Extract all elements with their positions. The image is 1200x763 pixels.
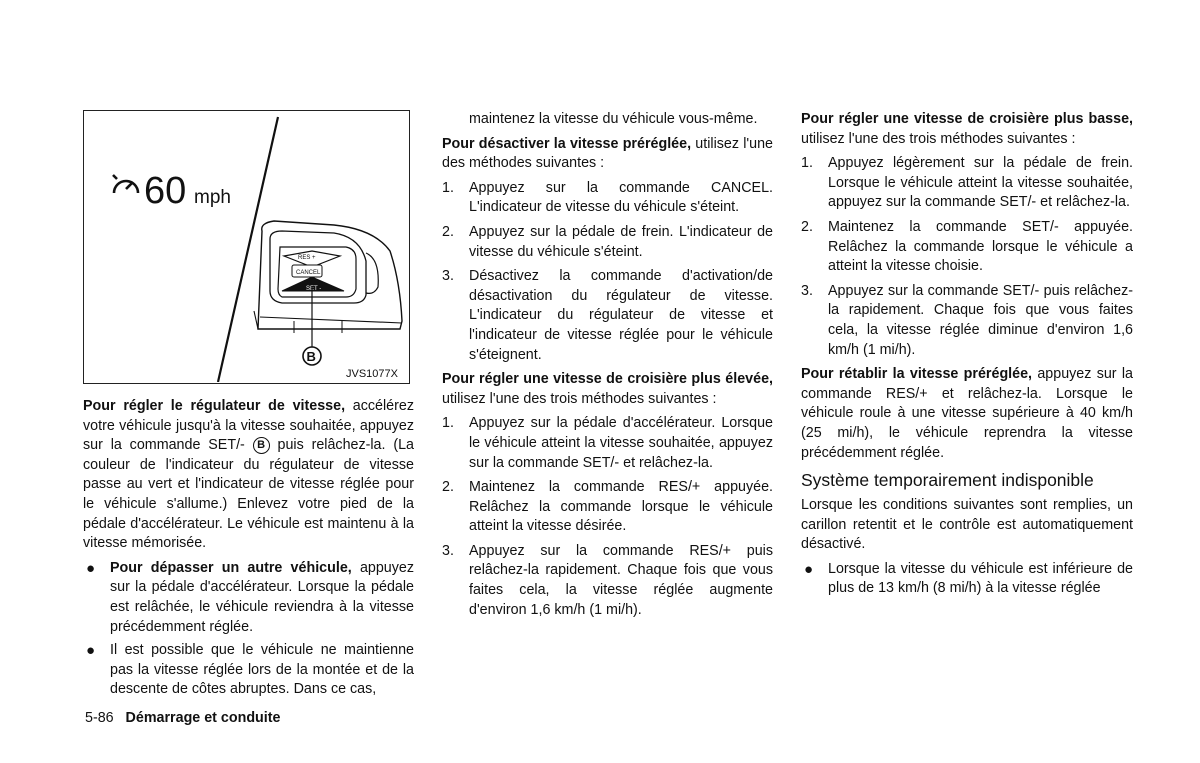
numbered-list-higher — [442, 414, 773, 620]
callout-b-inline: B — [253, 437, 270, 454]
bullet-list-3 — [801, 560, 1133, 599]
steering-switch-illustration — [84, 111, 408, 382]
column-2 — [442, 110, 773, 625]
section-name: Démarrage et conduite — [125, 710, 281, 726]
column-1 — [83, 397, 414, 704]
button-set-label: SET - — [306, 286, 322, 292]
page-number: 5-86 — [85, 710, 114, 726]
figure-code: JVS1077X — [346, 368, 398, 380]
paragraph-resume: Pour rétablir la vitesse préréglée, appuyez sur la commande RES/+ et relâchez-la. Lorsque le véhicule roule à une vitesse supérieure à 40 km/h (25 mi/h), le véhicule reprendra la vitesse précédemment réglée. — [801, 366, 1133, 461]
bullet-list-1 — [83, 559, 414, 700]
cruise-speedometer-icon — [113, 175, 138, 193]
list-item: 2. Maintenez la commande RES/+ appuyée. Relâchez la commande lorsque le véhicule atteint la vitesse désirée. — [442, 479, 773, 535]
speed-unit: mph — [194, 187, 231, 208]
list-item: 3. Appuyez sur la commande RES/+ puis relâchez-la rapidement. Chaque fois que vous faites cela, la vitesse réglée augmente d'environ 1,6 km/h (1 mi/h). — [442, 542, 773, 618]
list-item: ● Lorsque la vitesse du véhicule est inférieure de plus de 13 km/h (8 mi/h) à la vitesse réglée — [804, 560, 1133, 597]
paragraph-higher-speed: Pour régler une vitesse de croisière plus élevée, utilisez l'une des trois méthodes suivantes : — [442, 371, 773, 407]
paragraph-deactivate: Pour désactiver la vitesse préréglée, utilisez l'une des méthodes suivantes : — [442, 135, 773, 172]
list-item: 2. Maintenez la commande SET/- appuyée. Relâchez la commande lorsque le véhicule a atteint la vitesse choisie. — [801, 218, 1133, 275]
paragraph-set-cruise: Pour régler le régulateur de vitesse, accélérez votre véhicule jusqu'à la vitesse souhaitée, appuyez sur la commande SET/- B puis relâchez-la. (La couleur de l'indicateur du régulateur de vitesse passe au vert et l'indicateur de vitesse réglée pour le véhicule s'allume.) Enlevez votre pied de la pédale d'accélérateur. Le véhicule est maintenu à la vitesse mémorisée. — [83, 398, 414, 552]
heading-higher-speed: Pour régler une vitesse de croisière plus élevée, — [442, 371, 773, 388]
section-title: Système temporairement indisponible — [801, 470, 1094, 491]
list-item: 1. Appuyez sur la commande CANCEL. L'indicateur de vitesse du véhicule s'éteint. — [442, 179, 773, 216]
numbered-list-deactivate — [442, 179, 773, 365]
heading-deactivate: Pour désactiver la vitesse préréglée, — [442, 135, 692, 152]
section-paragraph: Lorsque les conditions suivantes sont remplies, un carillon retentit et le contrôle est automatiquement désactivé. — [801, 497, 1133, 553]
list-item: 3. Appuyez sur la commande SET/- puis relâchez-la rapidement. Chaque fois que vous faites cela, la vitesse réglée diminue d'environ 1,6 km/h (1 mi/h). — [801, 282, 1133, 358]
speed-value: 60 — [144, 170, 187, 212]
heading-set-cruise: Pour régler le régulateur de vitesse, — [83, 398, 346, 414]
list-item: 2. Appuyez sur la pédale de frein. L'indicateur de vitesse du véhicule s'éteint. — [442, 223, 773, 260]
page-footer — [85, 710, 280, 726]
list-item: ● Il est possible que le véhicule ne maintienne pas la vitesse réglée lors de la montée et de la descente de côtes abruptes. Dans ce cas, — [86, 642, 414, 698]
heading-lower-speed: Pour régler une vitesse de croisière plus basse, — [801, 111, 1133, 127]
list-item: 1. Appuyez légèrement sur la pédale de frein. Lorsque le véhicule atteint la vitesse souhaitée, appuyez sur la commande SET/- et relâchez-la. — [801, 155, 1133, 211]
list-item: 3. Désactivez la commande d'activation/de désactivation du régulateur de vitesse. L'indicateur du régulateur de vitesse et l'indicateur de vitesse réglée pour le véhicule s'éteignent. — [442, 268, 773, 363]
figure-steering-wheel-switches — [83, 110, 410, 384]
callout-b: B — [306, 349, 316, 364]
button-res-label: RES + — [298, 255, 316, 261]
list-item: 1. Appuyez sur la pédale d'accélérateur. Lorsque le véhicule atteint la vitesse souhaitée, appuyez sur la commande SET/- et relâchez-la. — [442, 415, 773, 471]
list-item: ● Pour dépasser un autre véhicule, appuyez sur la pédale d'accélérateur. Lorsque la pédale est relâchée, le véhicule reviendra à la vitesse précédemment réglée. — [86, 559, 414, 635]
heading-resume: Pour rétablir la vitesse préréglée, — [801, 366, 1033, 383]
paragraph-lower-speed: Pour régler une vitesse de croisière plus basse, utilisez l'une des trois méthodes suivantes : — [801, 111, 1133, 147]
continuation-text: maintenez la vitesse du véhicule vous-même. — [469, 111, 758, 127]
button-cancel-label: CANCEL — [296, 270, 321, 276]
numbered-list-lower — [801, 154, 1133, 360]
column-3 — [801, 110, 1133, 603]
